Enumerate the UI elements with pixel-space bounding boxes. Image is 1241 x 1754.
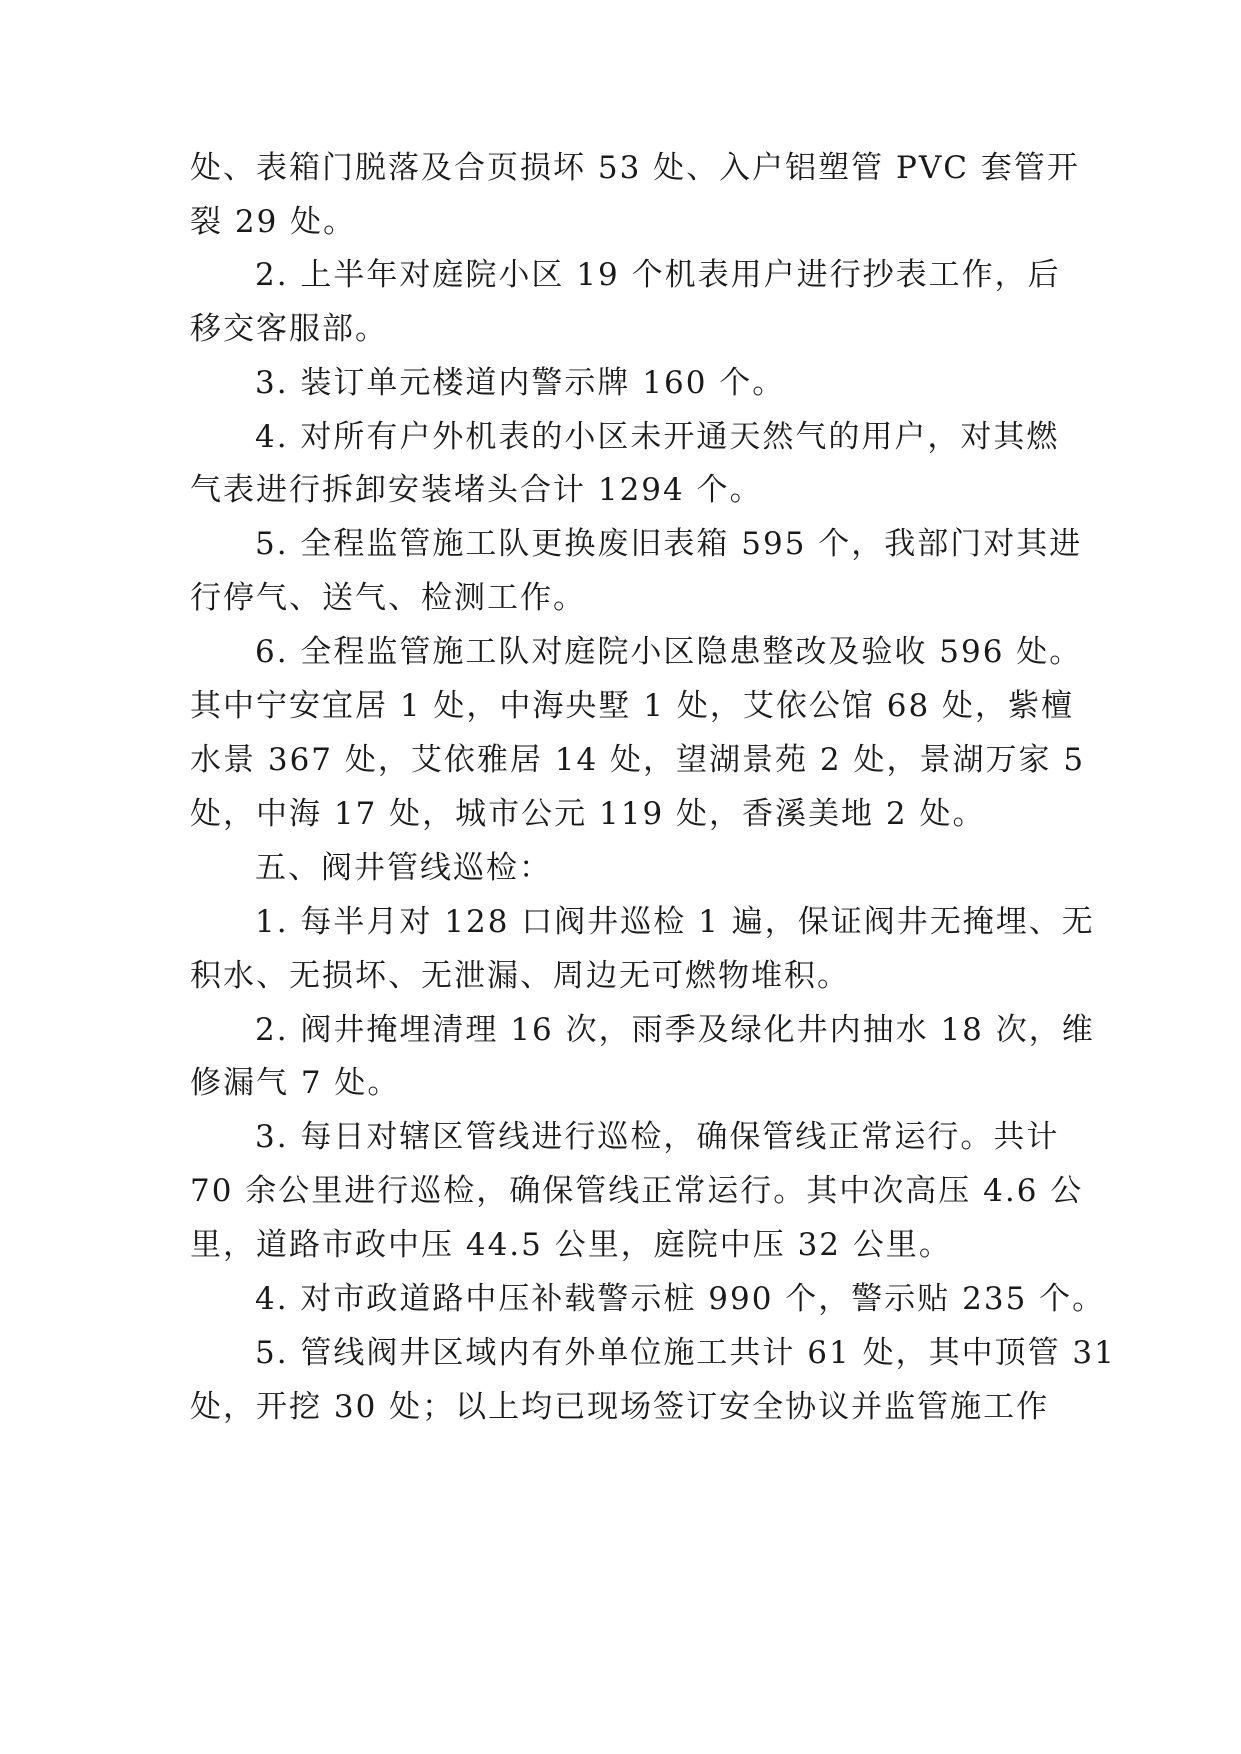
paragraph-line: 6. 全程监管施工队对庭院小区隐患整改及验收 596 处。: [255, 634, 1083, 670]
paragraph-line: 1. 每半月对 128 口阀井巡检 1 遍，保证阀井无掩埋、无: [255, 904, 1095, 940]
paragraph-line: 其中宁安宜居 1 处，中海央墅 1 处，艾依公馆 68 处，紫檀: [190, 688, 1075, 724]
paragraph-line: 3. 每日对辖区管线进行巡检，确保管线正常运行。共计: [255, 1119, 1060, 1155]
paragraph-line: 修漏气 7 处。: [190, 1065, 401, 1101]
paragraph-line: 处，开挖 30 处；以上均已现场签订安全协议并监管施工作: [190, 1389, 1050, 1425]
paragraph-line: 处、表箱门脱落及合页损坏 53 处、入户铝塑管 PVC 套管开: [190, 150, 1080, 186]
paragraph-line: 70 余公里进行巡检，确保管线正常运行。其中次高压 4.6 公: [190, 1173, 1084, 1209]
paragraph-line: 2. 上半年对庭院小区 19 个机表用户进行抄表工作，后: [255, 257, 1061, 293]
paragraph-line: 4. 对市政道路中压补载警示桩 990 个，警示贴 235 个。: [255, 1281, 1106, 1317]
paragraph-line: 移交客服部。: [190, 311, 388, 347]
paragraph-line: 积水、无损坏、无泄漏、周边无可燃物堆积。: [190, 958, 850, 994]
paragraph-line: 2. 阀井掩埋清理 16 次，雨季及绿化井内抽水 18 次，维: [255, 1012, 1095, 1048]
paragraph-line: 裂 29 处。: [190, 204, 357, 240]
section-heading: 五、阀井管线巡检：: [255, 850, 552, 886]
paragraph-line: 5. 管线阀井区域内有外单位施工共计 61 处，其中顶管 31: [255, 1335, 1116, 1371]
paragraph-line: 4. 对所有户外机表的小区未开通天然气的用户，对其燃: [255, 419, 1060, 455]
paragraph-line: 水景 367 处，艾依雅居 14 处，望湖景苑 2 处，景湖万家 5: [190, 742, 1086, 778]
paragraph-line: 处，中海 17 处，城市公元 119 处，香溪美地 2 处。: [190, 796, 986, 832]
paragraph-line: 气表进行拆卸安装堵头合计 1294 个。: [190, 472, 763, 508]
paragraph-line: 5. 全程监管施工队更换废旧表箱 595 个，我部门对其进: [255, 526, 1083, 562]
paragraph-line: 里，道路市政中压 44.5 公里，庭院中压 32 公里。: [190, 1227, 952, 1263]
paragraph-line: 行停气、送气、检测工作。: [190, 580, 586, 616]
paragraph-line: 3. 装订单元楼道内警示牌 160 个。: [255, 365, 786, 401]
